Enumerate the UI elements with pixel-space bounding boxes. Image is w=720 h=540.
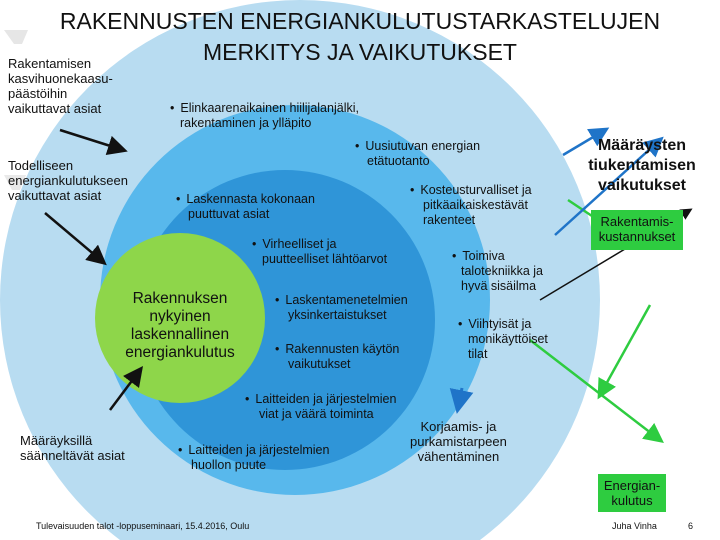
repair-label: Korjaamis- ja purkamistarpeen vähentäminen: [410, 419, 507, 464]
bullet-renewable: • Uusiutuvan energian etätuotanto: [355, 139, 480, 169]
footer-event: Tulevaisuuden talot -loppuseminaari, 15.4.2016, Oulu: [36, 521, 250, 531]
arrow-down-left: [600, 305, 650, 395]
bullet-moisture: • Kosteusturvalliset ja pitkäaikaiskestävät rakenteet: [410, 183, 532, 228]
label-actual-consumption: Todelliseen energiankulutukseen vaikuttavat asiat: [8, 158, 128, 203]
bullet-methods: • Laskentamenetelmien yksinkertaistukset: [275, 293, 408, 323]
bullet-lifecycle: • Elinkaarenaikainen hiilijalanjälki, rakentaminen ja ylläpito: [170, 101, 359, 131]
bullet-device-faults: • Laitteiden ja järjestelmien viat ja väärä toiminta: [245, 392, 396, 422]
title-line-2: MERKITYS JA VAIKUTUKSET: [203, 39, 517, 65]
title-line-1: RAKENNUSTEN ENERGIANKULUTUSTARKASTELUJEN: [59, 8, 661, 34]
bullet-outside-calc: • Laskennasta kokonaan puuttuvat asiat: [176, 192, 315, 222]
bullet-usage: • Rakennusten käytön vaikutukset: [275, 342, 399, 372]
bullet-comfort: • Viihtyisät ja monikäyttöiset tilat: [458, 317, 548, 362]
bullet-maintenance: • Laitteiden ja järjestelmien huollon puute: [178, 443, 329, 473]
bullet-hvac: • Toimiva talotekniikka ja hyvä sisäilma: [452, 249, 543, 294]
bullet-faulty-inputs: • Virheelliset ja puutteelliset lähtöarvot: [252, 237, 387, 267]
label-ghg: Rakentamisen kasvihuonekaasu- päästöihin vaikuttavat asiat: [8, 56, 113, 116]
center-label: Rakennuksen nykyinen laskennallinen energiankulutus: [125, 290, 235, 361]
label-regulated: Määräyksillä säänneltävät asiat: [20, 433, 125, 463]
construction-costs-box: Rakentamis- kustannukset: [591, 210, 683, 250]
page-number: 6: [688, 521, 694, 531]
regulation-effects-header: Määräysten tiukentamisen vaikutukset: [588, 137, 696, 194]
energy-consumption-box: Energian- kulutus: [598, 474, 666, 512]
footer-author: Juha Vinha: [612, 521, 657, 531]
